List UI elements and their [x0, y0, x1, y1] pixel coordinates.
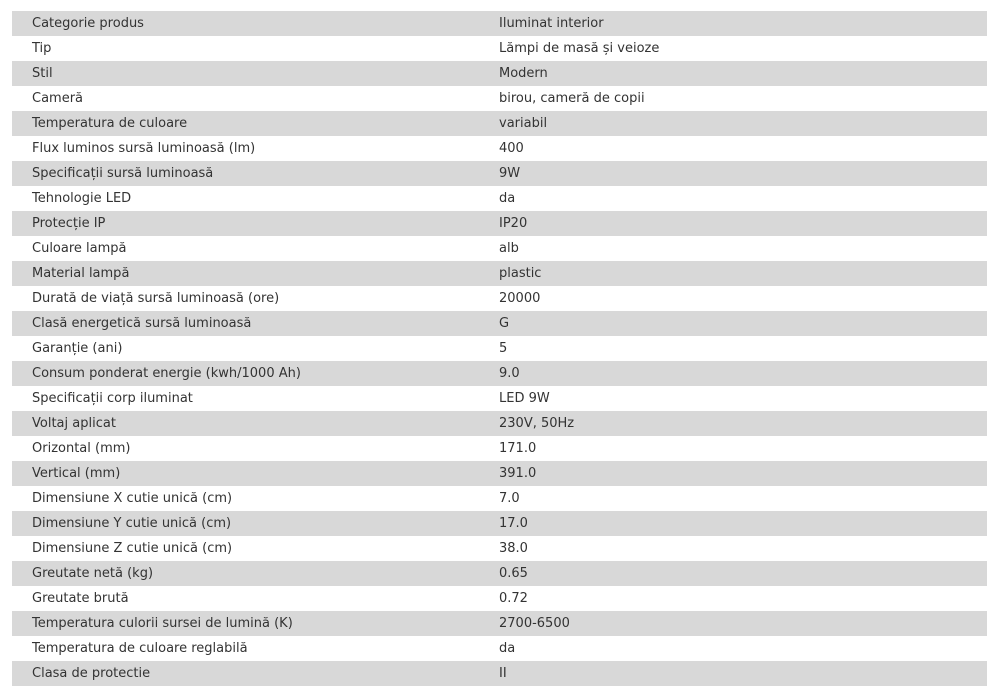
spec-label: Consum ponderat energie (kwh/1000 Ah) — [12, 361, 479, 386]
spec-label: Greutate brută — [12, 586, 479, 611]
spec-label: Clasă energetică sursă luminoasă — [12, 311, 479, 336]
spec-row — [12, 511, 987, 536]
specifications-table-body — [12, 11, 987, 686]
spec-label: Protecție IP — [12, 211, 479, 236]
spec-value: 9.0 — [479, 361, 987, 386]
spec-value: 2700-6500 — [479, 611, 987, 636]
spec-value: IP20 — [479, 211, 987, 236]
spec-label: Clasa de protectie — [12, 661, 479, 686]
spec-value: 391.0 — [479, 461, 987, 486]
spec-row — [12, 636, 987, 661]
spec-row — [12, 61, 987, 86]
spec-value: LED 9W — [479, 386, 987, 411]
spec-value: 0.65 — [479, 561, 987, 586]
specifications-table — [12, 11, 987, 686]
spec-label: Material lampă — [12, 261, 479, 286]
spec-value: G — [479, 311, 987, 336]
spec-value: 7.0 — [479, 486, 987, 511]
spec-label: Dimensiune X cutie unică (cm) — [12, 486, 479, 511]
spec-row — [12, 486, 987, 511]
spec-value: 5 — [479, 336, 987, 361]
spec-row — [12, 261, 987, 286]
spec-label: Tehnologie LED — [12, 186, 479, 211]
spec-row — [12, 136, 987, 161]
spec-value: 400 — [479, 136, 987, 161]
spec-label: Voltaj aplicat — [12, 411, 479, 436]
spec-label: Orizontal (mm) — [12, 436, 479, 461]
spec-label: Durată de viață sursă luminoasă (ore) — [12, 286, 479, 311]
spec-value: Lămpi de masă și veioze — [479, 36, 987, 61]
spec-value: 9W — [479, 161, 987, 186]
spec-value: 17.0 — [479, 511, 987, 536]
spec-label: Dimensiune Z cutie unică (cm) — [12, 536, 479, 561]
spec-value: alb — [479, 236, 987, 261]
spec-label: Cameră — [12, 86, 479, 111]
spec-label: Stil — [12, 61, 479, 86]
spec-row — [12, 311, 987, 336]
spec-value: II — [479, 661, 987, 686]
spec-label: Temperatura de culoare — [12, 111, 479, 136]
spec-value: da — [479, 636, 987, 661]
spec-label: Specificații corp iluminat — [12, 386, 479, 411]
spec-value: 20000 — [479, 286, 987, 311]
spec-row — [12, 211, 987, 236]
spec-value: plastic — [479, 261, 987, 286]
spec-row — [12, 86, 987, 111]
spec-value: Iluminat interior — [479, 11, 987, 36]
spec-label: Tip — [12, 36, 479, 61]
spec-label: Specificații sursă luminoasă — [12, 161, 479, 186]
spec-row — [12, 286, 987, 311]
spec-value: 171.0 — [479, 436, 987, 461]
spec-row — [12, 161, 987, 186]
spec-value: 0.72 — [479, 586, 987, 611]
spec-row — [12, 336, 987, 361]
spec-value: birou, cameră de copii — [479, 86, 987, 111]
spec-row — [12, 186, 987, 211]
spec-row — [12, 11, 987, 36]
spec-label: Flux luminos sursă luminoasă (lm) — [12, 136, 479, 161]
spec-row — [12, 536, 987, 561]
spec-value: Modern — [479, 61, 987, 86]
spec-value: variabil — [479, 111, 987, 136]
spec-row — [12, 461, 987, 486]
spec-row — [12, 236, 987, 261]
spec-row — [12, 361, 987, 386]
spec-row — [12, 36, 987, 61]
spec-row — [12, 586, 987, 611]
spec-row — [12, 111, 987, 136]
spec-label: Temperatura de culoare reglabilă — [12, 636, 479, 661]
spec-row — [12, 661, 987, 686]
spec-value: da — [479, 186, 987, 211]
spec-row — [12, 436, 987, 461]
spec-row — [12, 611, 987, 636]
spec-value: 38.0 — [479, 536, 987, 561]
spec-label: Culoare lampă — [12, 236, 479, 261]
spec-label: Vertical (mm) — [12, 461, 479, 486]
spec-label: Dimensiune Y cutie unică (cm) — [12, 511, 479, 536]
spec-label: Temperatura culorii sursei de lumină (K) — [12, 611, 479, 636]
spec-row — [12, 561, 987, 586]
spec-value: 230V, 50Hz — [479, 411, 987, 436]
spec-label: Greutate netă (kg) — [12, 561, 479, 586]
spec-label: Garanție (ani) — [12, 336, 479, 361]
spec-row — [12, 386, 987, 411]
spec-label: Categorie produs — [12, 11, 479, 36]
spec-row — [12, 411, 987, 436]
